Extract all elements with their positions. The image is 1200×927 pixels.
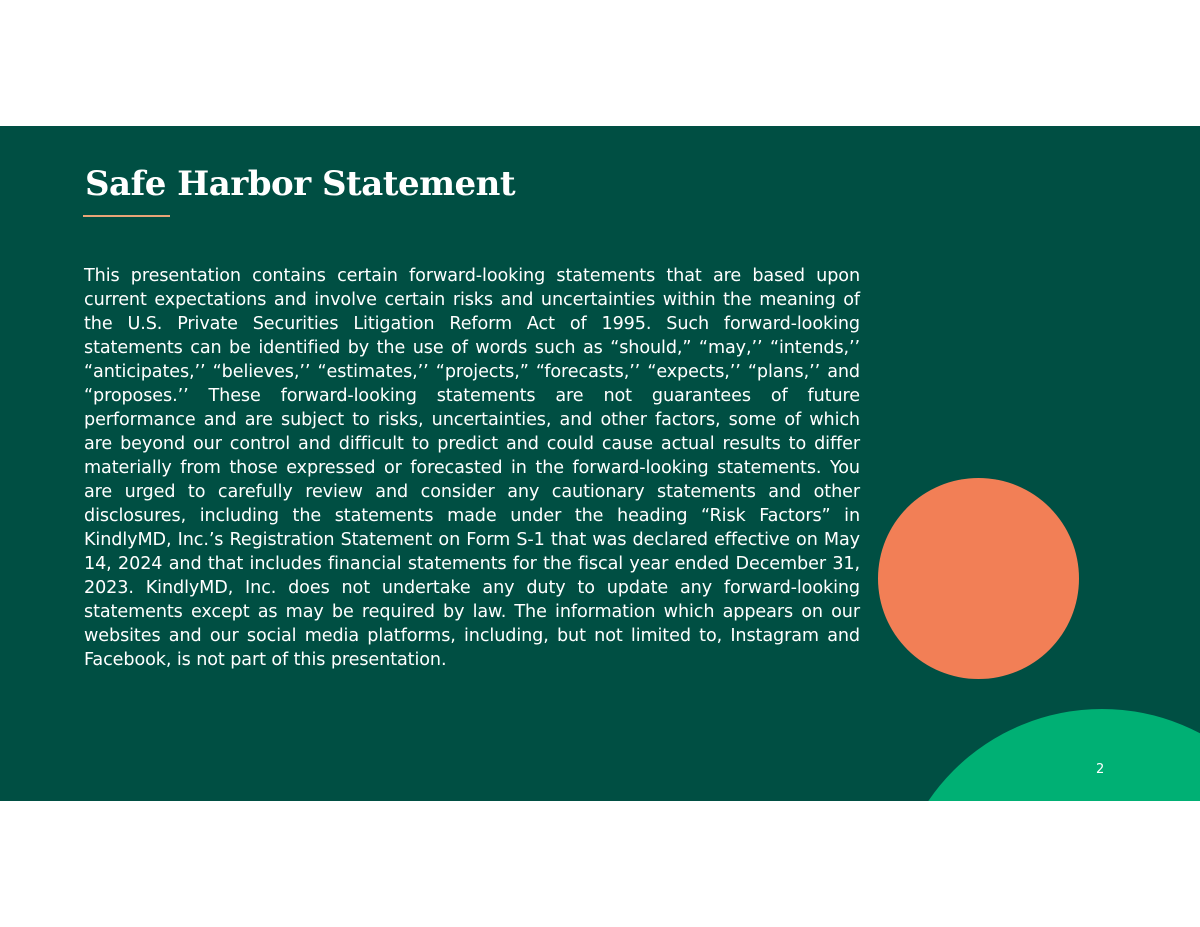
title-underline (83, 215, 170, 217)
slide-title: Safe Harbor Statement (85, 164, 516, 204)
green-circle-decoration (892, 709, 1200, 801)
safe-harbor-body: This presentation contains certain forward-looking statements that are based upon current expectations and involve certain risks and uncertainties within the meaning of the U.S. Private Securities Litigation Reform Act of 1995. Such forward-looking statements can be identified by the use of words such as “should,” “may,’’ “intends,’’ “anticipates,’’ “believes,’’ “estimates,’’ “projects,” “forecasts,’’ “expects,’’ “plans,’’ and “proposes.’’ These forward-looking statements are not guarantees of future performance and are subject to risks, uncertainties, and other factors, some of which are beyond our control and difficult to predict and could cause actual results to differ materially from those expressed or forecasted in the forward-looking statements. You are urged to carefully review and consider any cautionary statements and other disclosures, including the statements made under the heading “Risk Factors” in KindlyMD, Inc.’s Registration Statement on Form S-1 that was declared effective on May 14, 2024 and that includes financial statements for the fiscal year ended December 31, 2023. KindlyMD, Inc. does not undertake any duty to update any forward-looking statements except as may be required by law. The information which appears on our websites and our social media platforms, including, but not limited to, Instagram and Facebook, is not part of this presentation. (84, 266, 860, 670)
page-number: 2 (1096, 762, 1105, 777)
orange-circle-decoration (878, 478, 1079, 679)
slide (0, 126, 1200, 801)
